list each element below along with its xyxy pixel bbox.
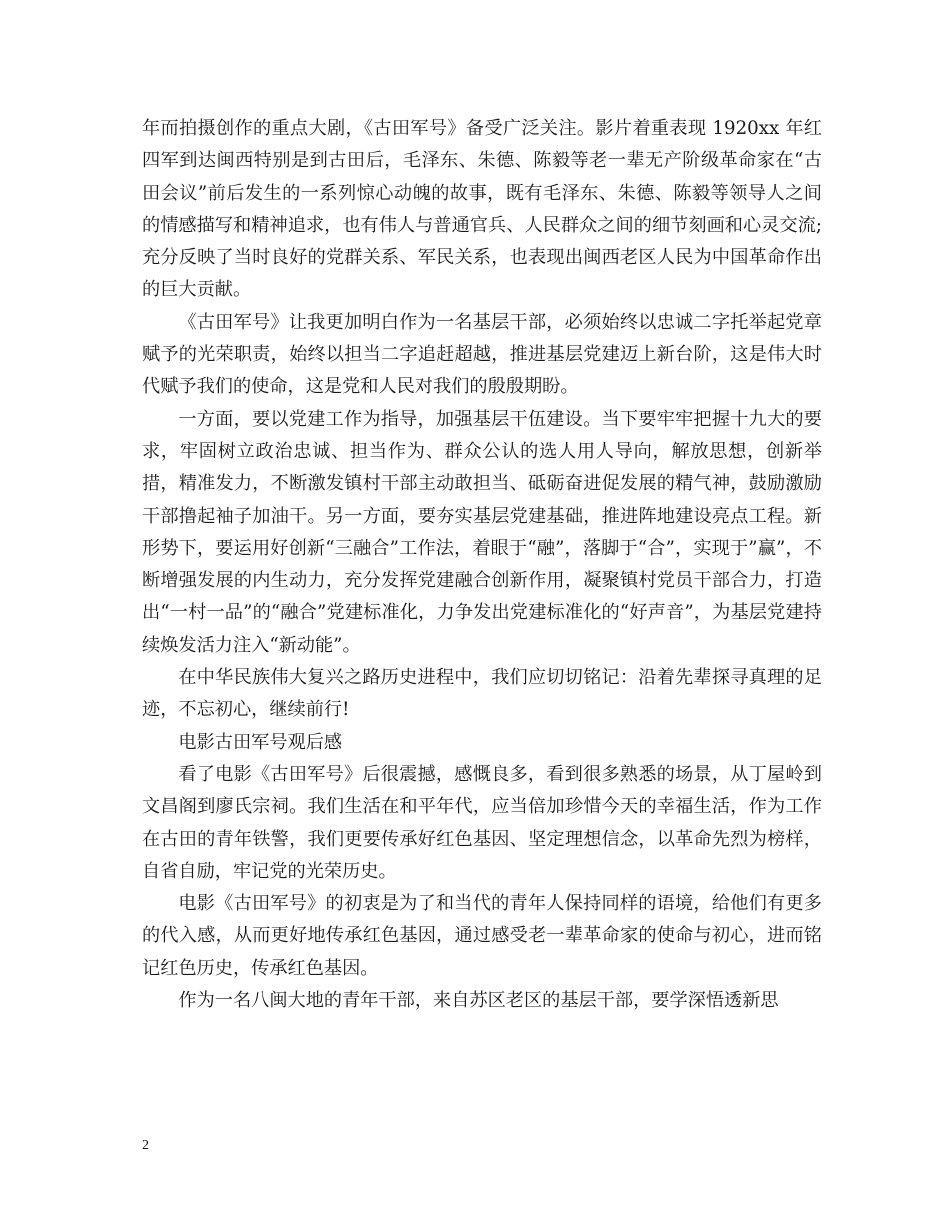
paragraph: 电影《古田军号》的初衷是为了和当代的青年人保持同样的语境，给他们有更多的代入感，从而更好地传承红色基因，通过感受老一辈革命家的使命与初心，进而铭记红色历史，传承红色基因。 <box>142 893 822 979</box>
page-number: 2 <box>142 1138 149 1153</box>
paragraph: 《古田军号》让我更加明白作为一名基层干部，必须始终以忠诚二字托举起党章赋予的光荣职责，始终以担当二字追赶超越，推进基层党建迈上新台阶，这是伟大时代赋予我们的使命，这是党和人民对我们的殷殷期盼。 <box>142 311 822 398</box>
section-heading: 电影古田军号观后感 <box>178 731 343 753</box>
paragraph: 作为一名八闽大地的青年干部，来自苏区老区的基层干部，要学深悟透新思 <box>178 990 779 1012</box>
paragraph: 一方面，要以党建工作为指导，加强基层干伍建设。当下要牢牢把握十九大的要求，牢固树立政治忠诚、担当作为、群众公认的选人用人导向，解放思想，创新举措，精准发力，不断激发镇村干部主动敢担当、砥砺奋进促发展的精气神，鼓励激励干部撸起袖子加油干。另一方面，要夯实基层党建基础，推进阵地建设亮点工程。新形势下，要运用好创新“三融合”工作法，着眼于“融”，落脚于“合”，实现于”赢”，不断增强发展的内生动力，充分发挥党建融合创新作用，凝聚镇村党员干部合力，打造出“一村一品”的“融合”党建标准化，力争发出党建标准化的“好声音”，为基层党建持续焕发活力注入“新动能”。 <box>142 408 822 656</box>
paragraph: 在中华民族伟大复兴之路历史进程中，我们应切切铭记：沿着先辈探寻真理的足迹，不忘初心，继续前行! <box>142 667 822 721</box>
body-text <box>142 113 822 1017</box>
paragraph-continued: 年而拍摄创作的重点大剧，《古田军号》备受广泛关注。影片着重表现 1920xx 年红四军到达闽西特别是到古田后，毛泽东、朱德、陈毅等老一辈无产阶级革命家在“古田会议”前后发生的一系列惊心动魄的故事，既有毛泽东、朱德、陈毅等领导人之间的情感描写和精神追求，也有伟人与普通官兵、人民群众之间的细节刻画和心灵交流;充分反映了当时良好的党群关系、军民关系，也表现出闽西老区人民为中国革命作出的巨大贡献。 <box>142 118 822 301</box>
paragraph: 看了电影《古田军号》后很震撼，感慨良多，看到很多熟悉的场景，从丁屋岭到文昌阁到廖氏宗祠。我们生活在和平年代，应当倍加珍惜今天的幸福生活，作为工作在古田的青年铁警，我们更要传承好红色基因、坚定理想信念，以革命先烈为榜样，自省自励，牢记党的光荣历史。 <box>142 763 822 882</box>
